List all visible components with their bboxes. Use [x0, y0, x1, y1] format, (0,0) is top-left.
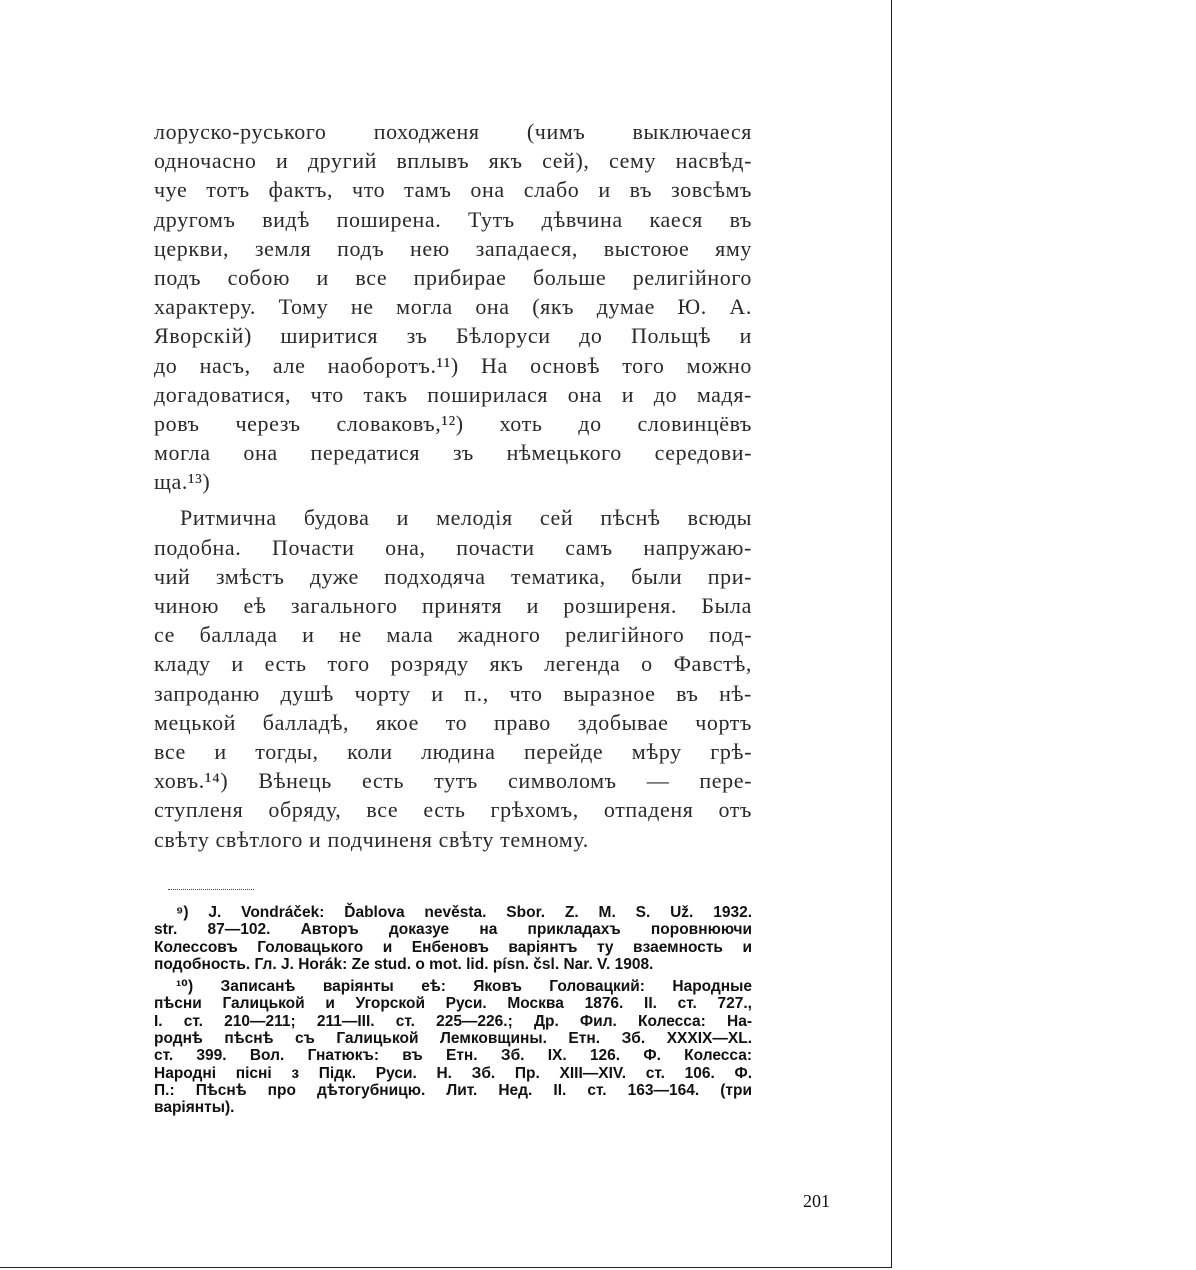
text-line: ховъ.¹⁴) Вѣнець есть тутъ символомъ — пере-: [154, 768, 752, 794]
footnote-line: I. ст. 210—211; 211—III. ст. 225—226.; Др. Фил. Колесса: На-: [154, 1012, 752, 1030]
text-line: догадоватися, что такъ поширилася она и до мадя-: [154, 381, 752, 407]
text-line: чиною еѣ загального принятя и розширеня. Была: [154, 593, 752, 618]
text-line: одночасно и другий вплывъ якъ сей), сему насвѣд-: [154, 148, 752, 174]
text-line: подъ собою и все прибирае больше религiйного: [154, 264, 752, 290]
footnote-line: str. 87—102. Авторъ доказуе на прикладахъ поровнюючи: [154, 921, 752, 939]
text-line: чий змѣстъ дуже подходяча тематика, были при-: [154, 563, 752, 589]
paragraph-gap: [154, 496, 752, 503]
text-line: Яворскiй) ширитися зъ Бѣлоруси до Польщѣ и: [154, 323, 752, 349]
footnote-line: подобность. Гл. J. Horák: Ze stud. o mot. lid. písn. čsl. Nar. V. 1908.: [154, 955, 654, 973]
text-line: се баллада и не мала жадного религiйного под-: [154, 622, 752, 648]
footnote-line: роднѣ пѣснѣ съ Галицькой Лемковщины. Етн. Зб. XXXIX—XL.: [154, 1030, 752, 1048]
text-line: кладу и есть того розряду якъ легенда о Фавстѣ,: [154, 651, 752, 677]
footnote: [154, 904, 752, 973]
text-line: лоруско-руського походженя (чимъ выключаеся: [154, 119, 752, 144]
paragraph: [154, 117, 752, 496]
footnote-line: ⁹) J. Vondráček: Ďablova nevěsta. Sbor. Z. M. S. Už. 1932.: [176, 904, 752, 921]
footnote-line: Колессовъ Головацького и Енбеновъ варiянтъ ту взаемность и: [154, 938, 752, 956]
text-line: ща.¹³): [154, 469, 211, 495]
paragraph: [154, 503, 752, 853]
text-line: чуе тотъ фактъ, что тамъ она слабо и въ зовсѣмъ: [154, 177, 752, 203]
footnotes: [154, 904, 752, 1117]
footnote-line: пѣсни Галицькой и Угорской Руси. Москва 1876. II. ст. 727.,: [154, 995, 752, 1013]
footnote-line: Народнi пiснi з Пiдк. Руси. Н. Зб. Пр. XIII—XIV. ст. 106. Ф.: [154, 1064, 752, 1082]
text-line: до насъ, але наоборотъ.¹¹) На основѣ того можно: [154, 352, 752, 378]
text-line: все и тогды, коли людина перейде мѣру грѣ-: [154, 738, 752, 764]
text-line: запроданю душѣ чорту и п., что выразное въ нѣ-: [154, 680, 752, 706]
page-number: 201: [803, 1191, 830, 1211]
text-line: ступленя обряду, все есть грѣхомъ, отпаденя отъ: [154, 797, 752, 823]
main-text: [154, 117, 752, 854]
text-line: церкви, земля подъ нею западаеся, выстоюе яму: [154, 235, 752, 261]
footnote: [154, 978, 752, 1116]
text-line: мецькой балладѣ, якое то право здобывае чортъ: [154, 709, 752, 735]
footnote-line: П.: Пѣснѣ про дѣтогубницю. Лит. Нед. II. ст. 163—164. (три: [154, 1081, 752, 1099]
text-line: подобна. Почасти она, почасти самъ напружаю-: [154, 534, 752, 560]
text-line: Ритмична будова и мелодiя сей пѣснѣ всюды: [180, 505, 752, 531]
text-line: другомъ видѣ поширена. Тутъ дѣвчина каеся въ: [154, 206, 752, 232]
text-line: могла она передатися зъ нѣмецького середови-: [154, 440, 752, 466]
footnote-line: ¹⁰) Записанѣ варiянты еѣ: Яковъ Головацкий: Народные: [176, 978, 752, 996]
text-line: ровъ черезъ словаковъ,¹²) хоть до словинцёвъ: [154, 410, 752, 436]
footnote-line: ст. 399. Вол. Гнатюкъ: въ Етн. Зб. IX. 126. Ф. Колесса:: [154, 1047, 752, 1065]
footnote-separator: [168, 889, 254, 890]
text-line: свѣту свѣтлого и подчиненя свѣту темному.: [154, 826, 589, 852]
text-line: характеру. Тому не могла она (якъ думае Ю. А.: [154, 294, 752, 320]
footnote-line: варiянты).: [154, 1099, 235, 1117]
